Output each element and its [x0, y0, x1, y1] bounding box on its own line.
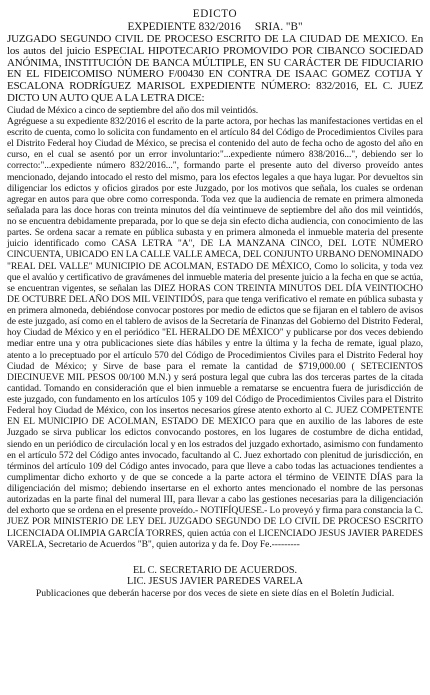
- signature-block: [7, 565, 423, 599]
- court-intro-paragraph: JUZGADO SEGUNDO CIVIL DE PROCESO ESCRITO DE LA CIUDAD DE MEXICO. En los autos del juicio ESPECIAL HIPOTECARIO PROMOVIDO POR CIBANCO SOCIEDAD ANÓNIMA, INSTITUCIÓN DE BANCA MÚLTIPLE, EN SU CARÁCTER DE FIDUCIARIO EN EL FIDEICOMISO NÚMERO F/00430 EN CONTRA DE ISAAC GOMEZ COTIJA Y ESCALONA RODRÍGUEZ MARISOL EXPEDIENTE NÚMERO: 832/2016, EL C. JUEZ DICTO UN AUTO QUE A LA LETRA DICE:: [7, 33, 423, 104]
- date-paragraph: Ciudad de México a cinco de septiembre del año dos mil veintidós.: [7, 104, 259, 116]
- resolution-paragraph: Agréguese a su expediente 832/2016 el escrito de la parte actora, por hechas las manifestaciones vertidas en el escrito de cuenta, como lo solicita con fundamento en el artículo 84 del Código de Procedimientos Civiles para el Distrito Federal hoy Ciudad de México, se precisa el contenido del auto de fecha ocho de agosto del año en curso, en el cual se asentó por un error involuntario:"...expediente número 838/2016...", debiendo ser lo correcto:"...expediente número 832/2016...", formando parte el presente auto del diverso proveído antes mencionado, dejando intocado el resto del mismo, para los efectos legales a que haya lugar. Por devueltos sin diligenciar los edictos y oficios girados por este Juzgado, por los motivos que señala, los cuales se ordenan agregar en autos para que obre como corresponda. Toda vez que la audiencia de remate en primera almoneda señalada para las doce horas con treinta minutos del día veintinueve de septiembre del año dos mil veintidós, no se encuentra debidamente preparada, por lo que se deja sin efecto dicha audiencia, con conocimiento de las partes. Se ordena sacar a remate en pública subasta y en primera almoneda el inmueble materia del presente juicio identificado como CASA LETRA "A", DE LA MANZANA CINCO, DEL LOTE NÚMERO CINCUENTA, UBICADO EN LA CALLE VALLE AMECA, DEL CONJUNTO URBANO DENOMINADO "REAL DEL VALLE" MUNICIPIO DE ACOLMAN, ESTADO DE MÉXICO, Como lo solicita, y toda vez que el avalúo y certificativo de gravámenes del inmueble materia del presente juicio a la fecha en que se actúa, se encuentran vigentes, se señalan las DIEZ HORAS CON TREINTA MINUTOS DEL DÍA VEINTIOCHO DE OCTUBRE DEL AÑO DOS MIL VEINTIDÓS, para que tenga verificativo el remate en pública subasta y en primera almoneda, debiéndose convocar postores por medio de edictos que se fijaran en el tablero de avisos de este juzgado, así como en el tablero de avisos de la Secretaría de Finanzas del Gobierno del Distrito Federal, hoy Ciudad de México y en el periódico "EL HERALDO DE MÉXICO" y publicarse por dos veces debiendo mediar entre una y otra publicaciones siete días hábiles y entre la última y la fecha de remate, igual plazo, atento a lo preceptuado por el artículo 570 del Código de Procedimientos Civiles para el Distrito Federal hoy Ciudad de México; y Sirve de base para el remate la cantidad de $719,000.00 ( SETECIENTOS DIECINUEVE MIL PESOS 00/100 M.N.) y será postura legal que cubra las dos terceras partes de la citada cantidad. Tomando en consideración que el bien inmueble a rematarse se encuentra fuera de jurisdicción de este juzgado, con fundamento en los artículos 105 y 109 del Código de Procedimientos Civiles para el Distrito Federal hoy Ciudad de México, con los insertos necesarios gírese atento exhorto al C. JUEZ COMPETENTE EN EL MUNICIPIO DE ACOLMAN, ESTADO DE MEXICO para que en auxilio de las labores de este Juzgado se sirva publicar los edictos convocando postores, en los lugares de costumbre de dicha entidad, siendo en un periódico de circulación local y en los estrados del juzgado exhortado, asimismo con fundamento en el artículo 572 del Código antes invocado, facultando al C. Juez exhortado con plenitud de jurisdicción, en términos del artículo 109 del Código antes invocado, para que lleve a cabo todas las actuaciones tendientes a cumplimentar dicho exhorto y de que se concede a la parte actora el término de VEINTE DÍAS para la diligenciación del mismo; debiendo insertarse en el exhorto antes mencionado el nombre de las personas autorizadas en la parte final del numeral III, para llevar a cabo las gestiones necesarias para la diligenciación del exhorto que se ordena en el presente proveído.- NOTIFÍQUESE.- Lo proveyó y firma para constancia la C. JUEZ POR MINISTERIO DE LEY DEL JUZGADO SEGUNDO DE LO CIVIL DE PROCESO ESCRITO LICENCIADA OLIMPIA GARCÍA TORRES, quien actúa con el LICENCIADO JESUS JAVIER PAREDES VARELA, Secretario de Acuerdos "B", quien autoriza y da fe. Doy Fe.---------: [7, 115, 423, 550]
- edict-body: [7, 34, 423, 550]
- publication-note: Publicaciones que deberán hacerse por dos veces de siete en siete días en el Boletín Judicial.: [35, 587, 395, 599]
- expediente-line: EXPEDIENTE 832/2016 SRIA. "B": [127, 21, 303, 33]
- secretary-title: EL C. SECRETARIO DE ACUERDOS.: [132, 564, 298, 576]
- secretary-name: LIC. JESUS JAVIER PAREDES VARELA: [127, 576, 303, 588]
- edict-title: EDICTO: [192, 8, 238, 20]
